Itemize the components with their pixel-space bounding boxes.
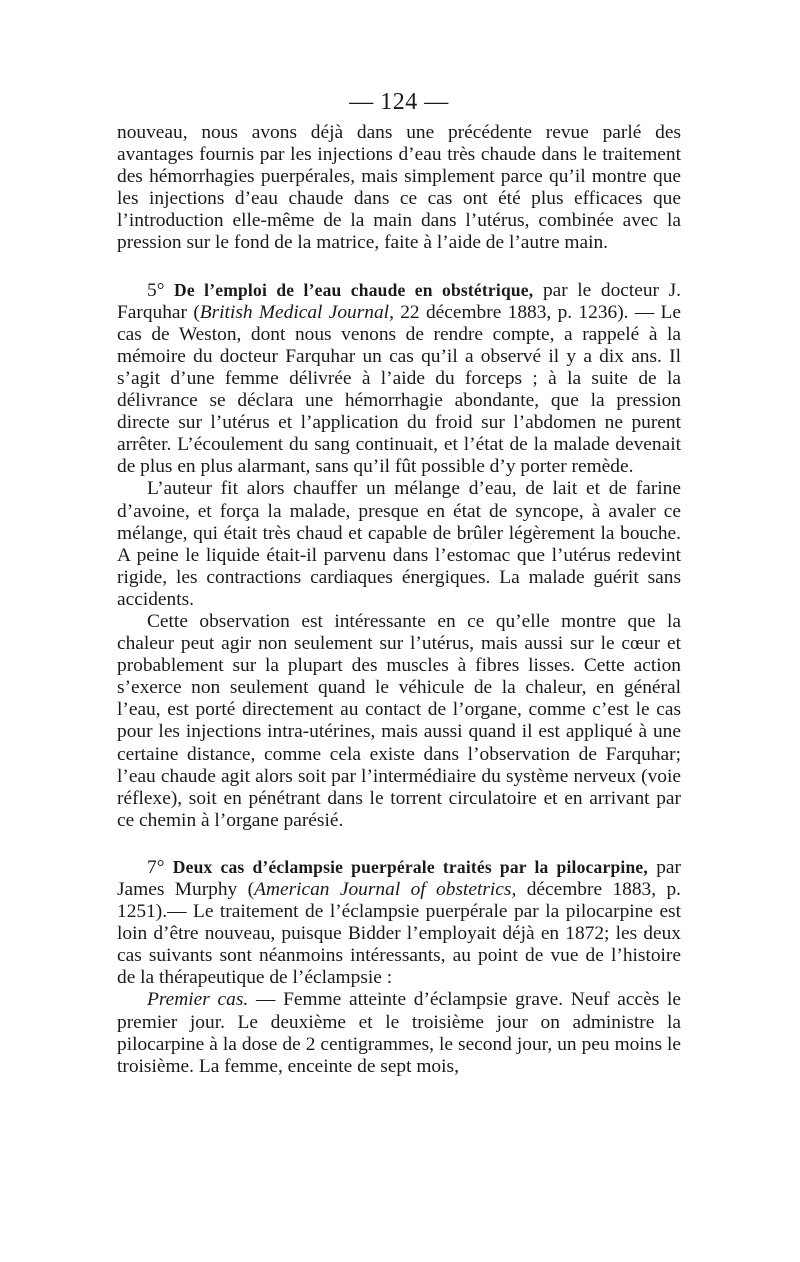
section-7-paragraph [117, 856, 681, 990]
page-number: — 124 — [349, 89, 449, 115]
paragraph [117, 611, 681, 832]
paragraph-text: L’auteur fit alors chauffer un mélange d’eau, de lait et de farine d’avoine, et força la malade, presque en état de syncope, à avaler ce mélange, qui était très chaud et capable de brûler légèrement la bouche. A peine le liquide était-il parvenu dans l’estomac que l’utérus redevint rigide, les contractions cardiaques énergiques. La malade guérit sans accidents. [117, 478, 681, 610]
document-page [117, 88, 681, 1078]
section-body: 22 décembre 1883, p. 1236). — Le cas de Weston, dont nous venons de rendre compte, a rappelé à la mémoire du docteur Farquhar un cas qu’il a observé il y a dix ans. Il s’agit d’une femme délivrée à l’aide du forceps ; à la suite de la délivrance se déclara une hémorrhagie abondante, que la pression directe sur l’utérus et l’application du froid sur l’abdomen ne purent arrêter. L’écoulement du sang continuait, et l’état de la malade devenait de plus en plus alarmant, sans qu’il fût possible d’y porter remède. [117, 301, 681, 478]
case-text: — Femme atteinte d’éclampsie grave. Neuf accès le premier jour. Le deuxième et le troisième jour on administre la pilocarpine à la dose de 2 centigrammes, le second jour, un peu moins le troisième. La femme, enceinte de sept mois, [117, 989, 681, 1077]
paragraph [117, 478, 681, 611]
section-title: Deux cas d’éclampsie puerpérale traités par la pilocarpine, [172, 856, 648, 877]
section-title: De l’emploi de l’eau chaude en obstétrique, [174, 279, 534, 300]
journal-title: American Journal of obstetrics, [254, 879, 517, 900]
journal-title: British Medical Journal, [199, 301, 394, 323]
paragraph-continuation [117, 122, 681, 255]
section-author: par James Murphy ( [117, 856, 681, 900]
section-author: par le docteur J. Farquhar ( [117, 279, 681, 323]
paragraph-text: Cette observation est intéressante en ce qu’elle montre que la chaleur peut agir non seulement sur l’utérus, mais aussi sur le cœur et probablement sur la plupart des muscles à fibres lisses. Cette action s’exerce non seulement quand le véhicule de la chaleur, en général l’eau, est porté directement au contact de l’organe, comme c’est le cas pour les injections intra-utérines, mais aussi quand il est appliqué à une certaine distance, comme cela existe dans l’observation de Farquhar; l’eau chaude agit alors soit par l’intermédiaire du système nerveux (voie réflexe), soit en pénétrant dans le torrent circulatoire et en arrivant par ce chemin à l’organe parésié. [117, 610, 681, 831]
section-5-paragraph [117, 279, 681, 479]
case-label: Premier cas. [147, 989, 249, 1011]
section-number: 5° [147, 279, 165, 301]
section-body: décembre 1883, p. 1251).— Le traitement de l’éclampsie puerpérale par la pilocarpine est loin d’être nouveau, puisque Bidder l’employait déjà en 1872; les deux cas suivants sont néanmoins intéressants, au point de vue de l’histoire de la thérapeutique de l’éclampsie : [117, 879, 681, 989]
section-number: 7° [147, 856, 165, 878]
case-paragraph [117, 989, 681, 1077]
paragraph-text: nouveau, nous avons déjà dans une précédente revue parlé des avantages fournis par les injections d’eau très chaude dans le traitement des hémorrhagies puerpérales, mais simplement parce qu’il montre que les injections d’eau chaude dans ce cas ont été plus efficaces que l’introduction elle-même de la main dans l’utérus, combinée avec la pression sur le fond de la matrice, faite à l’aide de l’autre main. [117, 122, 681, 254]
